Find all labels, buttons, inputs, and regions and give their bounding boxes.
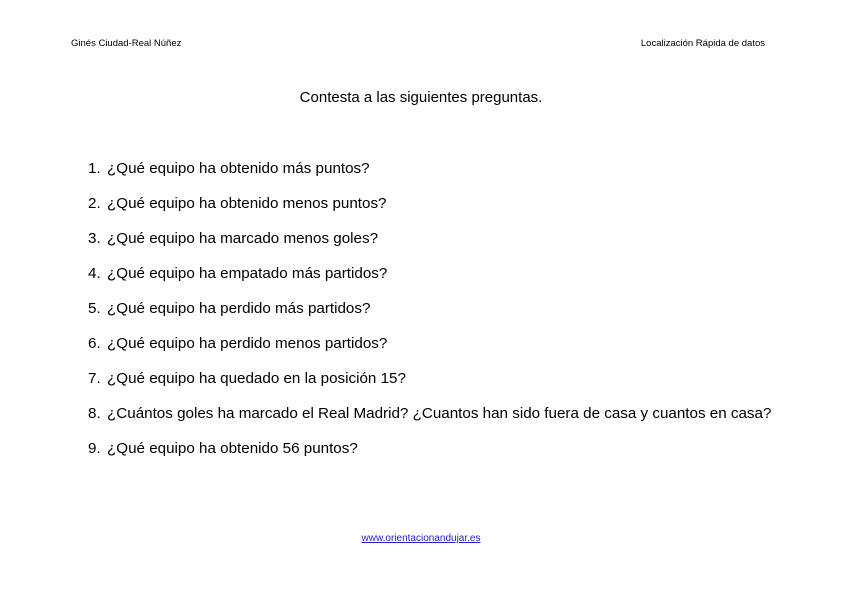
header-author: Ginés Ciudad-Real Núñez [71, 38, 182, 49]
question-number: 4. [88, 265, 101, 282]
question-item [88, 332, 778, 356]
question-text: ¿Qué equipo ha marcado menos goles? [107, 230, 379, 247]
website-link[interactable]: www.orientacionandujar.es [361, 533, 481, 544]
question-number: 2. [88, 195, 101, 212]
question-text: ¿Qué equipo ha obtenido menos puntos? [107, 195, 387, 212]
question-number: 5. [88, 300, 101, 317]
header-topic: Localización Rápida de datos [640, 38, 765, 49]
question-number: 3. [88, 230, 101, 247]
question-text: ¿Qué equipo ha quedado en la posición 15? [107, 370, 406, 387]
question-item [88, 297, 778, 321]
question-item [88, 262, 778, 286]
question-text: ¿Qué equipo ha obtenido 56 puntos? [107, 440, 358, 457]
question-text: ¿Qué equipo ha obtenido más puntos? [107, 160, 370, 177]
question-text: ¿Qué equipo ha perdido menos partidos? [107, 335, 388, 352]
footer [0, 533, 842, 544]
question-item [88, 437, 778, 461]
instruction-text: Contesta a las siguientes preguntas. [299, 89, 543, 106]
question-item [88, 367, 778, 391]
question-text: ¿Qué equipo ha perdido más partidos? [107, 300, 371, 317]
question-item [88, 402, 778, 426]
question-number: 6. [88, 335, 101, 352]
question-number: 1. [88, 160, 101, 177]
question-number: 8. [88, 405, 101, 422]
question-item [88, 157, 778, 181]
question-text: ¿Cuántos goles ha marcado el Real Madrid? ¿Cuantos han sido fuera de casa y cuantos en casa? [107, 405, 772, 422]
question-item [88, 227, 778, 251]
question-number: 7. [88, 370, 101, 387]
question-item [88, 192, 778, 216]
question-text: ¿Qué equipo ha empatado más partidos? [107, 265, 388, 282]
question-list [88, 157, 778, 472]
question-number: 9. [88, 440, 101, 457]
